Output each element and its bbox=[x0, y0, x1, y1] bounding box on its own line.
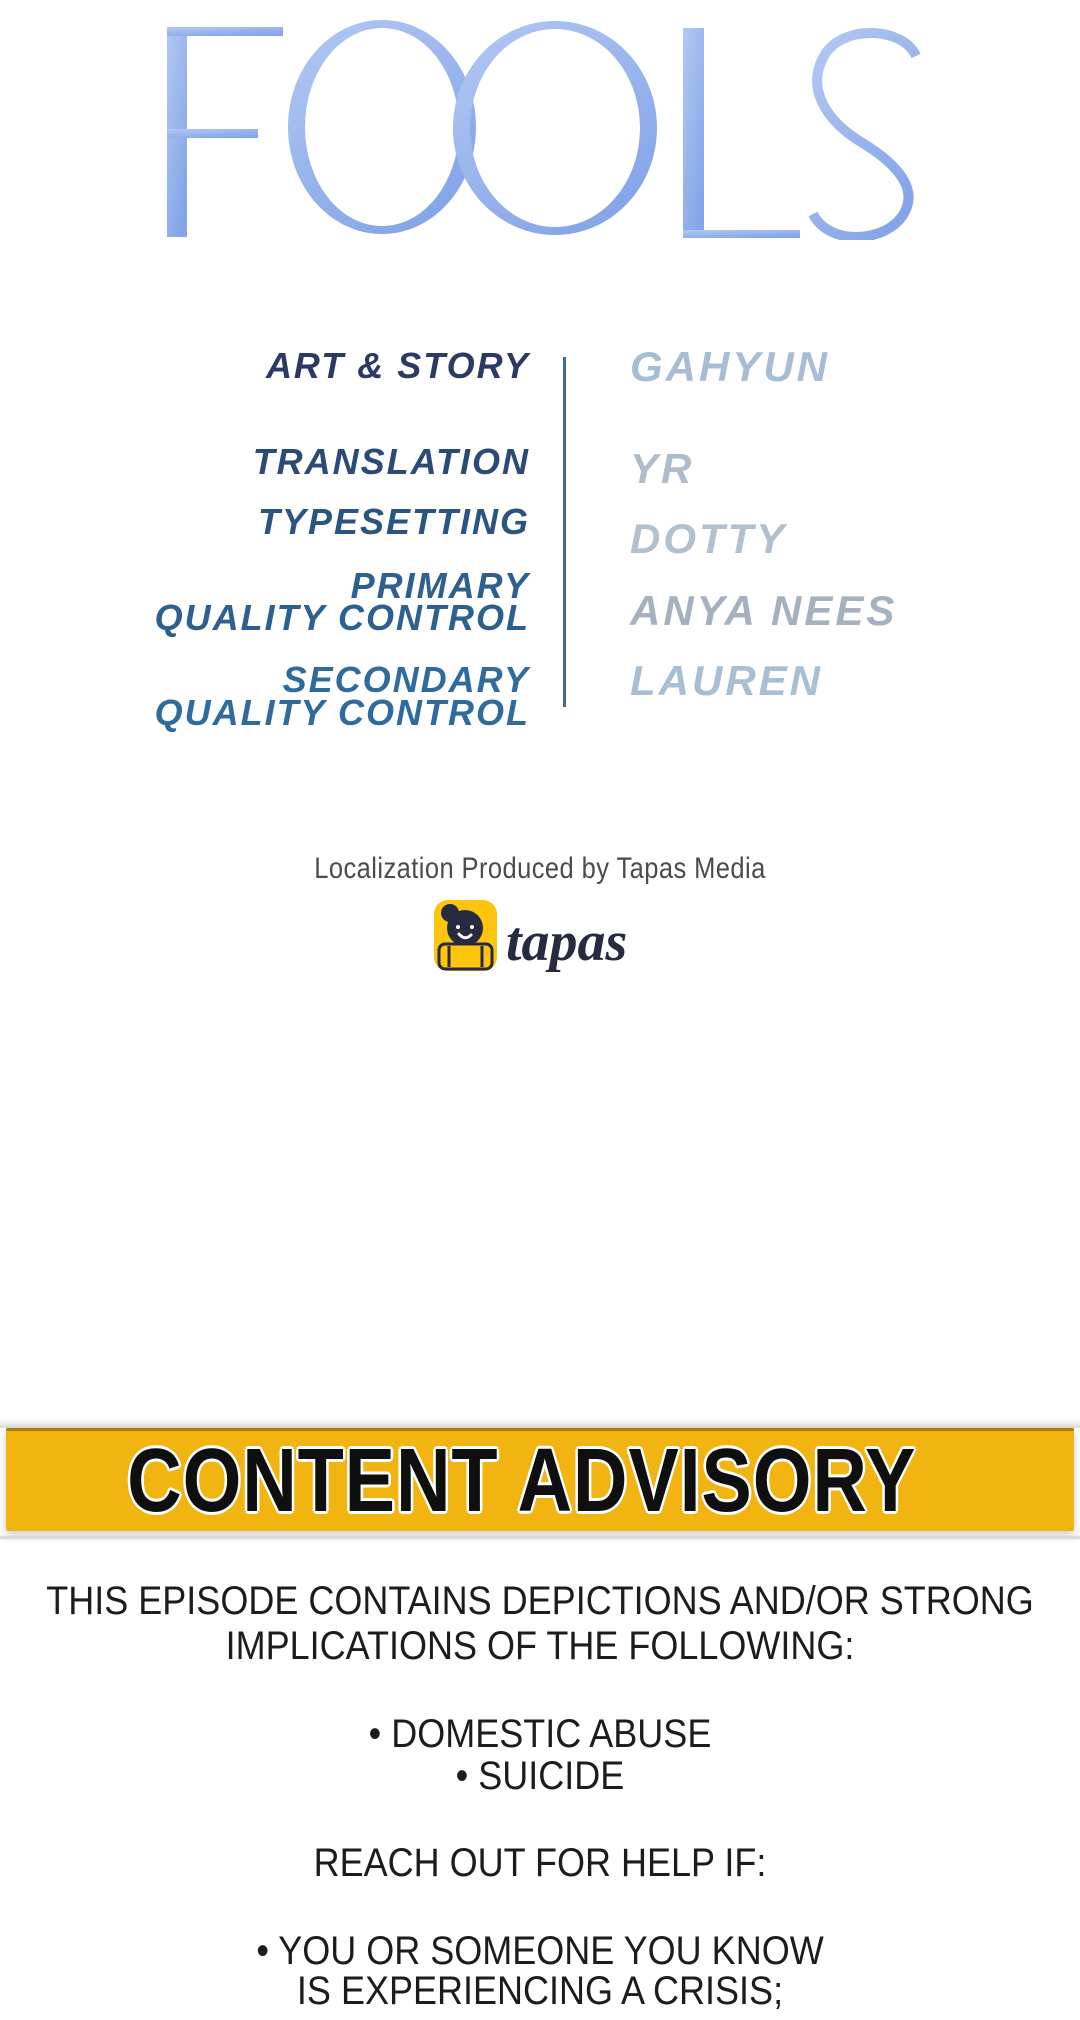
logo-letter-f bbox=[167, 27, 283, 237]
advisory-topic-domestic-abuse: • DOMESTIC ABUSE bbox=[368, 1712, 712, 1756]
credit-role-secondary-qc-line1: SECONDARY bbox=[282, 659, 530, 700]
fools-logo-drawing bbox=[123, 18, 923, 240]
logo-letter-o2 bbox=[453, 21, 657, 235]
logo-letter-o1 bbox=[288, 20, 476, 234]
credit-role-typesetting: TYPESETTING bbox=[257, 501, 530, 542]
credit-name-lauren: LAUREN bbox=[630, 657, 823, 704]
tapas-logo-drawing bbox=[420, 898, 680, 980]
credit-name-yr: YR bbox=[630, 445, 695, 492]
credit-role-secondary-qc-line2: QUALITY CONTROL bbox=[154, 692, 530, 733]
credit-role-primary-qc-line2: QUALITY CONTROL bbox=[154, 597, 530, 638]
content-advisory-banner bbox=[6, 1428, 1074, 1531]
credit-role-translation: TRANSLATION bbox=[252, 441, 530, 482]
banner-bottom-rule bbox=[0, 1536, 1080, 1539]
advisory-intro-line-1: THIS EPISODE CONTAINS DEPICTIONS AND/OR STRONG bbox=[46, 1579, 1034, 1623]
localization-credit-line: Localization Produced by Tapas Media bbox=[314, 852, 766, 885]
advisory-topic-suicide: • SUICIDE bbox=[455, 1754, 625, 1798]
tapas-logo bbox=[420, 898, 680, 980]
tapas-wordmark: tapas bbox=[506, 911, 628, 973]
advisory-help-line-1: • YOU OR SOMEONE YOU KNOW bbox=[256, 1929, 824, 1973]
credit-name-anya-nees: ANYA NEES bbox=[630, 587, 898, 634]
content-advisory-title: CONTENT ADVISORY bbox=[127, 1430, 917, 1531]
credit-name-gahyun: GAHYUN bbox=[630, 343, 831, 390]
fools-logo bbox=[123, 18, 923, 240]
banner-torn-edge bbox=[0, 1419, 1080, 1428]
advisory-help-heading: REACH OUT FOR HELP IF: bbox=[313, 1841, 767, 1885]
credit-name-dotty: DOTTY bbox=[630, 515, 788, 562]
advisory-intro-line-2: IMPLICATIONS OF THE FOLLOWING: bbox=[225, 1624, 855, 1668]
credit-role-art-story: ART & STORY bbox=[265, 345, 530, 386]
logo-letter-s bbox=[813, 33, 916, 237]
advisory-help-line-2: IS EXPERIENCING A CRISIS; bbox=[296, 1969, 784, 2013]
credit-role-primary-qc-line1: PRIMARY bbox=[350, 565, 530, 606]
credits-divider bbox=[563, 357, 566, 707]
logo-letter-l bbox=[683, 28, 800, 238]
pocket-icon bbox=[439, 944, 492, 969]
